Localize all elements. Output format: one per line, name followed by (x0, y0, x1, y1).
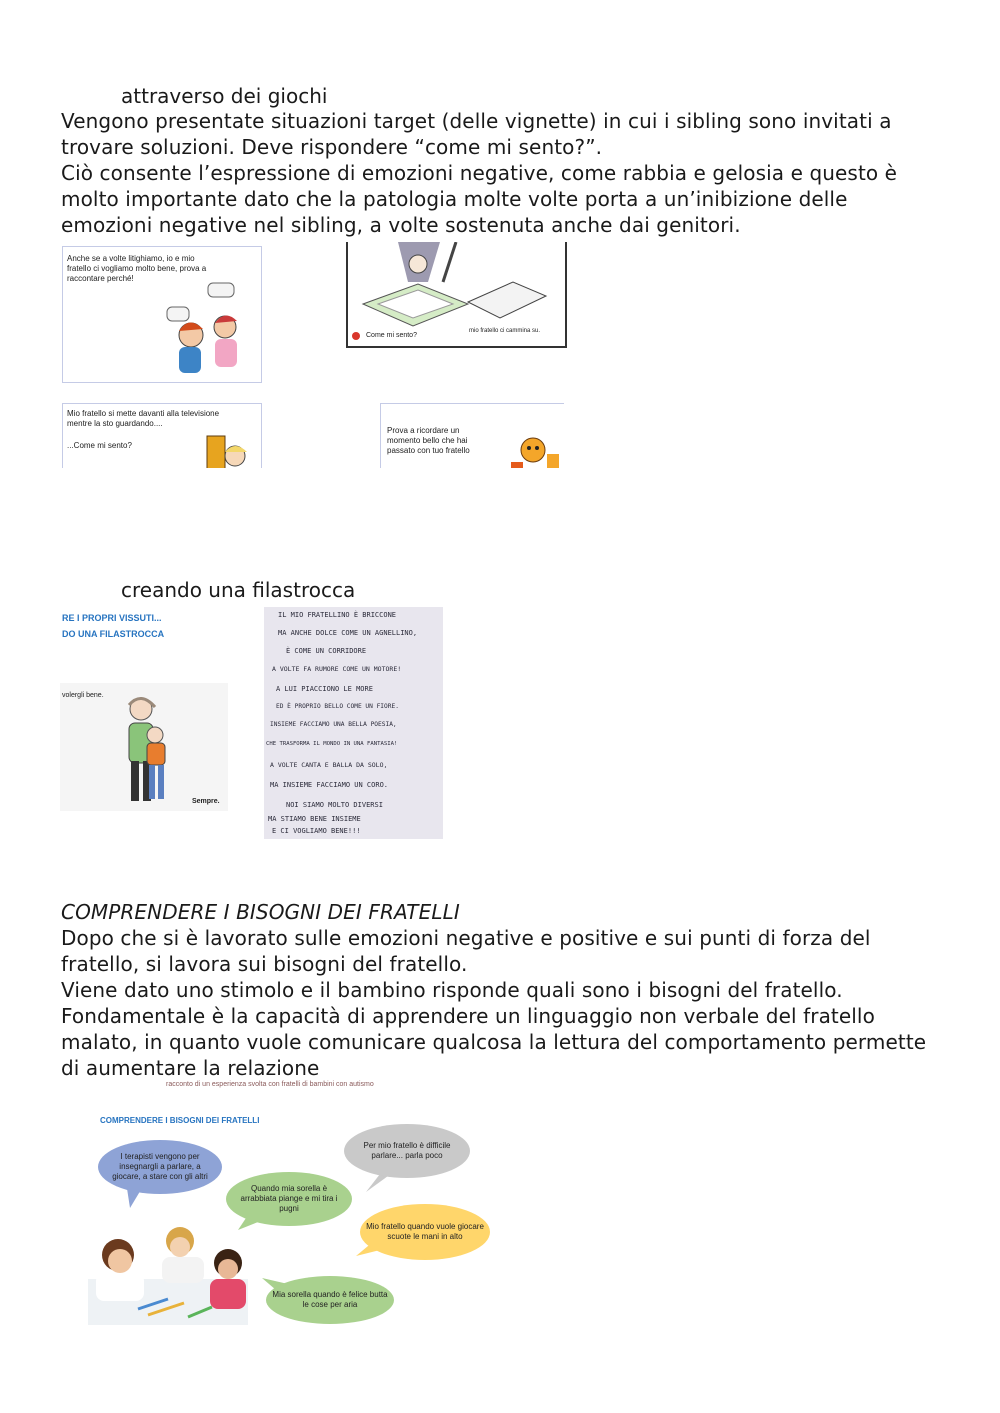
poem-line: A VOLTE FA RUMORE COME UN MOTORE! (272, 665, 402, 673)
slide-title: COMPRENDERE I BISOGNI DEI FRATELLI (100, 1116, 260, 1125)
speech-bubble-talking: Per mio fratello è difficile parlare... parla poco (344, 1124, 470, 1178)
slide-top-text: racconto di un esperienza svolta con fratelli di bambini con autismo (166, 1081, 374, 1088)
board-game-illustration (348, 242, 565, 332)
pillow-fight-illustration (153, 277, 262, 377)
needs-slide (88, 1080, 493, 1325)
tiger-illustration (503, 432, 563, 468)
poem-line: A VOLTE CANTA E BALLA DA SOLO, (270, 761, 388, 769)
poem-line: IL MIO FRATELLINO È BRICCONE (278, 611, 397, 619)
question-marker-icon (352, 332, 360, 340)
paragraph-stimulus: Viene dato uno stimolo e il bambino risponde quali sono i bisogni del fratello. (61, 978, 843, 1002)
children-drawing-photo (88, 1219, 248, 1325)
poem-line: MA INSIEME FACCIAMO UN CORO. (270, 781, 389, 789)
vignette-text: Prova a ricordare un momento bello che hai passato con tuo fratello (387, 426, 470, 455)
poem-line: E CI VOGLIAMO BENE!!! (272, 827, 361, 835)
poem-line: MA STIAMO BENE INSIEME (268, 815, 361, 823)
rhyme-slide (60, 607, 230, 812)
vignette-question: Come mi sento? (366, 332, 417, 339)
paragraph-vignettes: Vengono presentate situazioni target (delle vignette) in cui i sibling sono invitati a trovare soluzioni. Deve rispondere “come mi sento?”. (61, 109, 892, 159)
poem-line: ED È PROPRIO BELLO COME UN FIORE. (276, 703, 399, 710)
speech-bubble-angry: Quando mia sorella è arrabbiata piange e mi tira i pugni (226, 1172, 352, 1226)
vignette-text: Mio fratello si mette davanti alla televisione mentre la sto guardando.... (67, 409, 220, 428)
vignette-card-pillow-fight (62, 246, 262, 383)
paragraph-needs-intro: Dopo che si è lavorato sulle emozioni negative e positive e sui punti di forza del fratello, si lavora sui bisogni del fratello. (61, 926, 871, 976)
speech-bubble-therapists: I terapisti vengono per insegnargli a parlare, a giocare, a stare con gli altri (98, 1140, 222, 1194)
slide-title-line1: RE I PROPRI VISSUTI... (62, 613, 162, 623)
vignette-text: Anche se a volte litighiamo, io e mio fratello ci vogliamo molto bene, prova a raccontare perché! (67, 254, 207, 283)
poem-line: MA ANCHE DOLCE COME UN AGNELLINO, (278, 629, 418, 637)
poem-line: NOI SIAMO MOLTO DIVERSI (286, 801, 383, 809)
section-heading-rhyme: creando una filastrocca (121, 578, 356, 602)
hugging-siblings-illustration (115, 695, 175, 805)
poem-line: CHE TRASFORMA IL MONDO IN UNA FANTASIA! (266, 741, 398, 747)
speech-bubble-happy: Mia sorella quando è felice butta le cose per aria (266, 1276, 394, 1324)
slide-text-1: volergli bene. (62, 692, 104, 699)
slide-text-2: Sempre. (192, 798, 220, 805)
vignette-question: ...Come mi sento? (67, 441, 132, 450)
television-illustration (205, 434, 255, 468)
vignette-card-broken-game (346, 242, 567, 348)
vignette-card-good-memory (380, 403, 564, 468)
poem-line: È COME UN CORRIDORE (286, 647, 367, 655)
speech-bubble-hands: Mio fratello quando vuole giocare scuote le mani in alto (360, 1204, 490, 1260)
vignette-caption: mio fratello ci cammina su. (469, 328, 541, 334)
paragraph-negative-emotions: Ciò consente l’espressione di emozioni negative, come rabbia e gelosia e questo è molto importante dato che la patologia molte volte porta a un’inibizione delle emozioni negative nel sibling, a volte sostenuta anche dai genitori. (61, 161, 898, 237)
handwritten-rhyme-photo (264, 607, 443, 839)
section-heading-needs: COMPRENDERE I BISOGNI DEI FRATELLI (61, 900, 460, 924)
vignette-card-television (62, 403, 262, 468)
poem-line: INSIEME FACCIAMO UNA BELLA POESIA, (270, 721, 397, 728)
poem-line: A LUI PIACCIONO LE MORE (276, 685, 373, 693)
section-heading-games: attraverso dei giochi (121, 84, 328, 108)
slide-title-line2: DO UNA FILASTROCCA (62, 629, 165, 639)
paragraph-non-verbal: Fondamentale è la capacità di apprendere un linguaggio non verbale del fratello malato, in quanto vuole comunicare qualcosa la lettura del comportamento permette di aumentare la relazione (61, 1004, 927, 1080)
